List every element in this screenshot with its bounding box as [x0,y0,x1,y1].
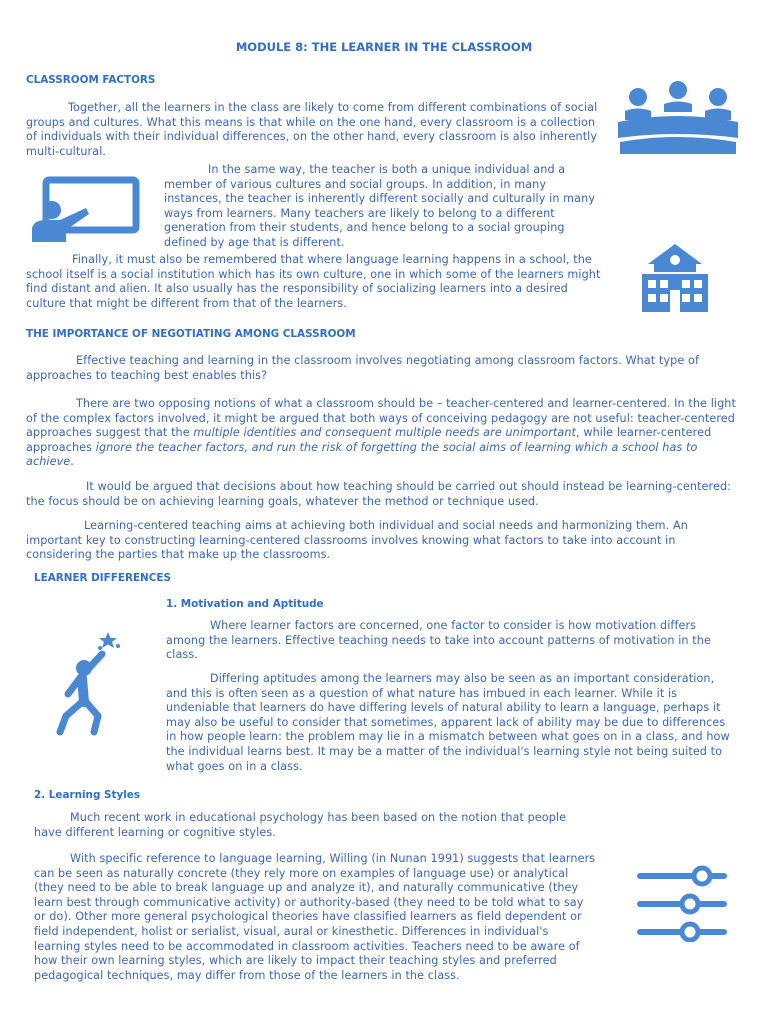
section-heading-classroom-factors: CLASSROOM FACTORS [26,74,156,86]
paragraph: Effective teaching and learning in the classroom involves negotiating among classroom factors. What type of approaches to teaching best enables this? [26,354,699,382]
subheading-learning-styles: 2. Learning Styles [34,789,141,801]
page-title: MODULE 8: THE LEARNER IN THE CLASSROOM [235,40,533,54]
paragraph: Much recent work in educational psychology has been based on the notion that people have different learning or cognitive styles. [34,811,567,839]
italic-text-run: multiple identities and consequent multiple needs are unimportant [193,426,577,440]
paragraph: Together, all the learners in the class are likely to come from different combinations of social groups and cultures. What this means is that while on the one hand, every classroom is a collection of individuals with their individual differences, on the other hand, every classroom is also inherently multi-cultural. [26,101,598,158]
paragraph [26,397,738,470]
paragraph: Learning-centered teaching aims at achieving both individual and social needs and harmonizing them. An important key to constructing learning-centered classrooms involves knowing what factors to take into account in considering the parties that make up the classrooms. [26,519,688,562]
paragraph: With specific reference to language learning, Willing (in Nunan 1991) suggests that learners can be seen as naturally concrete (they rely more on examples of language use) or analytical (they need to be able to break language up and analyze it), and naturally communicative (they learn best through communicative activity) or authority-based (they need to be told what to say or do). Other more general psychological theories have classified learners as field dependent or field independent, holist or serialist, visual, aural or kinesthetic. Differences in individual's learning styles need to be accommodated in classroom activities. Teachers need to be aware of how their own learning styles, which are likely to impact their teaching styles and preferred pedagogical techniques, may differ from those of the learners in the class. [34,852,596,982]
paragraph: In the same way, the teacher is both a unique individual and a member of various cultures and social groups. In addition, in many instances, the teacher is inherently different socially and culturally in many ways from learners. Many teachers are likely to belong to a different generation from their students, and hence belong to a social grouping defined by age that is different. [164,163,596,249]
paragraph: Where learner factors are concerned, one factor to consider is how motivation differs among the learners. Effective teaching needs to take into account patterns of motivation in the class. [166,619,711,662]
text-run: . [70,455,74,469]
sliders-icon [636,862,728,942]
teacher-board-icon [26,176,142,246]
text-run: There are two opposing notions of what a classroom should be – teacher-centered and learner-centered. In the light of the complex factors involved, it might be argued that both ways of conceiving pedagogy are not useful: teacher-centered approaches suggest that the [26,397,736,440]
section-heading-learner-differences: LEARNER DIFFERENCES [34,572,171,584]
group-meeting-icon [616,80,740,156]
italic-text-run: ignore the teacher factors, and run the risk of forgetting the social aims of learning which a school has to achieve [26,440,698,469]
reaching-star-person-icon [56,632,128,736]
paragraph: It would be argued that decisions about how teaching should be carried out should instead be learning-centered: the focus should be on achieving learning goals, whatever the method or technique used. [26,480,732,508]
section-heading-negotiating: THE IMPORTANCE OF NEGOTIATING AMONG CLASSROOM [26,328,356,340]
paragraph: Differing aptitudes among the learners may also be seen as an important consideration, and this is often seen as a question of what nature has imbued in each learner. While it is undeniable that learners do have differing levels of natural ability to learn a language, perhaps it may also be useful to consider that sometimes, apparent lack of ability may be due to differences in how people learn: the problem may lie in a mismatch between what goes on in a class, and how the individual learns best. It may be a matter of the individual's learning style not being suited to what goes on in a class. [166,672,730,773]
paragraph: Finally, it must also be remembered that where language learning happens in a school, the school itself is a social institution which has its own culture, one in which some of the learners might find distant and alien. It also usually has the responsibility of socializing learners into a desired culture that might be different from that of the learners. [26,253,601,310]
text-run: , while learner-centered approaches [26,426,712,454]
school-building-icon [638,242,712,314]
subheading-motivation: 1. Motivation and Aptitude [166,598,324,610]
